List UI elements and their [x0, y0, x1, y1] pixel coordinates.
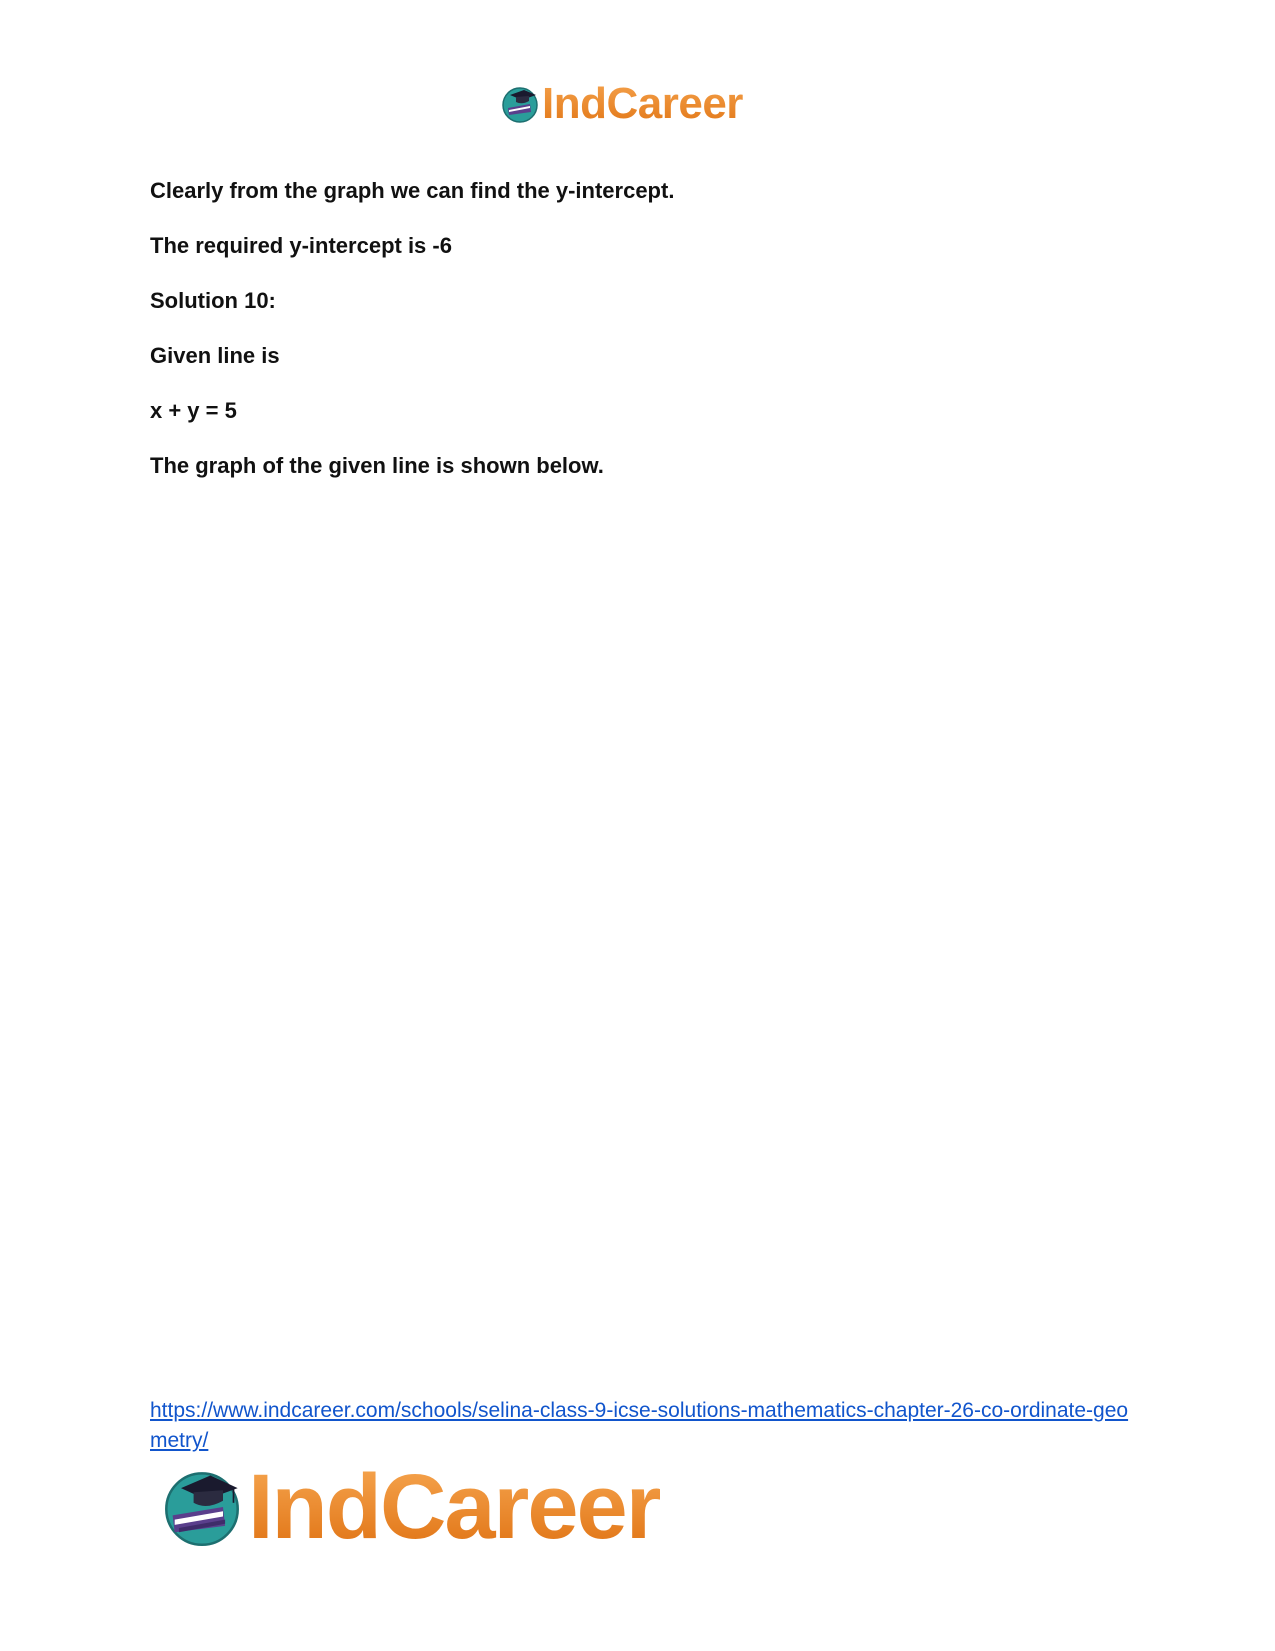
paragraph-y-intercept-intro: Clearly from the graph we can find the y-intercept.	[150, 178, 675, 203]
footer-source-link[interactable]: https://www.indcareer.com/schools/selina-class-9-icse-solutions-mathematics-chapter-26-co-ordinate-geometry/	[150, 1399, 1129, 1452]
graduation-cap-globe-icon	[160, 1465, 244, 1549]
header-logo-text: IndCareer	[542, 79, 743, 128]
footer-logo-text: IndCareer	[248, 1456, 660, 1558]
graduation-cap-globe-icon	[500, 84, 540, 124]
document-body	[150, 176, 1130, 506]
paragraph-given-line: Given line is	[150, 343, 280, 368]
paragraph-graph-intro: The graph of the given line is shown below.	[150, 453, 604, 478]
footer-logo	[160, 1456, 660, 1558]
paragraph-y-intercept-answer: The required y-intercept is -6	[150, 233, 452, 258]
solution-heading: Solution 10:	[150, 288, 276, 313]
header-logo	[500, 80, 743, 128]
equation-line: x + y = 5	[150, 398, 237, 423]
